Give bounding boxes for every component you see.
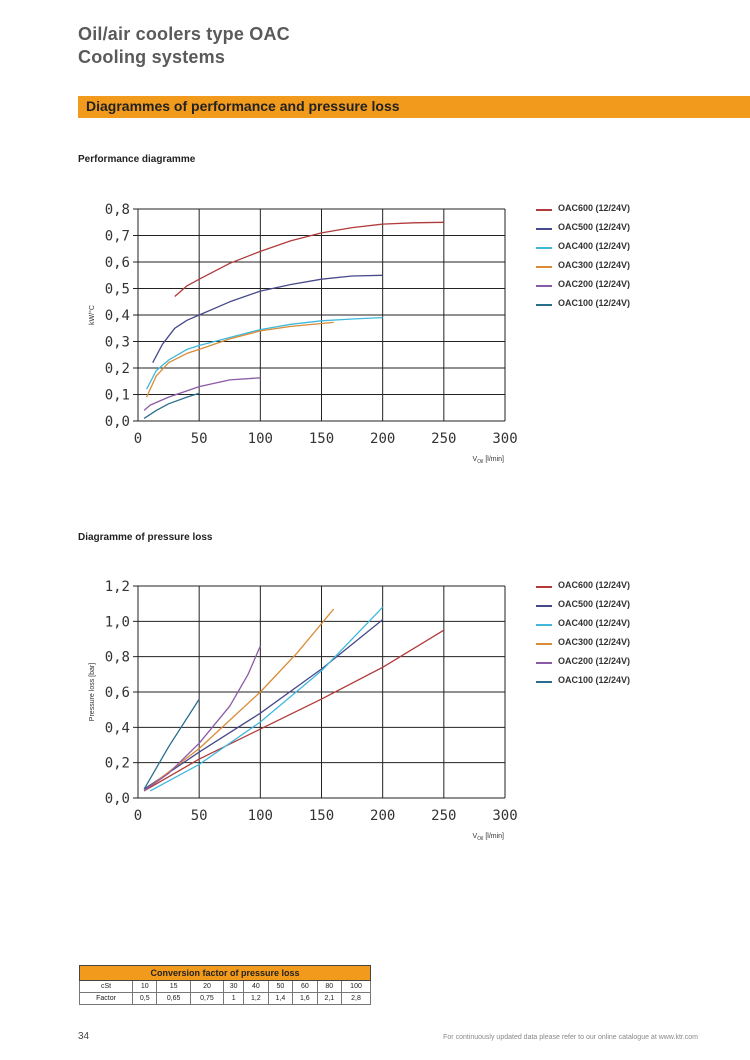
- legend-swatch: [536, 209, 552, 211]
- table-cell: 0,75: [190, 993, 223, 1005]
- legend-label: OAC300 (12/24V): [558, 637, 631, 647]
- table-cell: 100: [342, 981, 371, 993]
- y-tick-label: 0,0: [104, 414, 130, 430]
- y-tick-label: 0,6: [104, 685, 130, 701]
- legend-label: OAC200 (12/24V): [558, 279, 631, 289]
- legend-swatch: [536, 643, 552, 645]
- table-row-label: cSt: [80, 981, 133, 993]
- y-tick-label: 0,5: [104, 281, 130, 298]
- series-line-3: [144, 609, 334, 791]
- table-cell: 0,5: [133, 993, 157, 1005]
- table-cell: 2,8: [342, 993, 371, 1005]
- table-cell: 60: [293, 981, 317, 993]
- legend-swatch: [536, 681, 552, 683]
- y-tick-label: 0,2: [104, 361, 130, 377]
- y-axis-label: Pressure loss [bar]: [89, 662, 96, 722]
- x-tick-label: 100: [247, 431, 273, 447]
- page-number: 34: [78, 1031, 90, 1042]
- x-tick-label: 100: [247, 808, 273, 824]
- x-tick-label: 150: [308, 808, 335, 824]
- legend-swatch: [536, 285, 552, 287]
- x-tick-label: 0: [133, 808, 143, 824]
- legend-label: OAC200 (12/24V): [558, 656, 631, 666]
- x-tick-label: 300: [492, 431, 518, 447]
- legend-swatch: [536, 586, 552, 588]
- y-tick-label: 0,0: [104, 791, 130, 807]
- table-row: [80, 993, 371, 1005]
- x-tick-label: 200: [370, 808, 396, 824]
- x-tick-label: 250: [431, 808, 457, 824]
- y-axis-label: kW/°C: [89, 305, 96, 325]
- table-cell: 10: [133, 981, 157, 993]
- series-line-4: [144, 646, 260, 791]
- x-axis-label: [473, 833, 505, 842]
- legend-label: OAC100 (12/24V): [558, 298, 631, 308]
- x-tick-label: 0: [133, 431, 143, 447]
- legend-label: OAC300 (12/24V): [558, 260, 631, 270]
- table-row-label: Factor: [80, 993, 133, 1005]
- series-line-0: [144, 630, 444, 791]
- series-line-2: [147, 318, 383, 390]
- table-cell: 40: [244, 981, 268, 993]
- y-tick-label: 0,6: [104, 255, 130, 271]
- x-axis-label-main: V: [472, 833, 478, 840]
- table-cell: 1,4: [268, 993, 292, 1005]
- document-subtitle: Cooling systems: [78, 47, 226, 67]
- y-tick-label: 0,1: [104, 387, 130, 404]
- legend-label: OAC400 (12/24V): [558, 241, 631, 251]
- x-tick-label: 300: [492, 808, 518, 824]
- x-axis-label-main: V: [472, 456, 478, 463]
- performance-chart-caption: Performance diagramme: [78, 154, 196, 165]
- table-cell: 15: [157, 981, 190, 993]
- legend-swatch: [536, 662, 552, 664]
- legend-swatch: [536, 624, 552, 626]
- legend-swatch: [536, 247, 552, 249]
- table-row: [80, 981, 371, 993]
- series-line-5: [144, 393, 199, 418]
- y-tick-label: 0,8: [104, 202, 130, 218]
- table-cell: 1,2: [244, 993, 268, 1005]
- conversion-factor-table: [79, 965, 371, 1005]
- table-cell: 1: [224, 993, 244, 1005]
- table-cell: 30: [224, 981, 244, 993]
- y-tick-label: 1,2: [104, 579, 130, 595]
- table-cell: 2,1: [317, 993, 341, 1005]
- performance-chart: [0, 0, 750, 480]
- legend-label: OAC100 (12/24V): [558, 675, 631, 685]
- y-tick-label: 0,2: [104, 755, 130, 772]
- conversion-table-title: Conversion factor of pressure loss: [80, 966, 371, 981]
- series-line-0: [175, 222, 444, 296]
- table-cell: 50: [268, 981, 292, 993]
- x-tick-label: 50: [190, 808, 208, 824]
- legend-label: OAC600 (12/24V): [558, 203, 631, 213]
- legend-label: OAC600 (12/24V): [558, 580, 631, 590]
- pressure-chart-caption: Diagramme of pressure loss: [78, 532, 213, 543]
- legend-swatch: [536, 304, 552, 306]
- series-line-2: [150, 607, 383, 791]
- legend-swatch: [536, 266, 552, 268]
- y-tick-label: 0,7: [104, 228, 130, 245]
- x-tick-label: 250: [431, 431, 457, 447]
- legend-label: OAC500 (12/24V): [558, 222, 631, 232]
- legend-swatch: [536, 605, 552, 607]
- series-line-3: [147, 322, 334, 397]
- table-cell: 0,65: [157, 993, 190, 1005]
- legend-label: OAC400 (12/24V): [558, 618, 631, 628]
- legend-label: OAC500 (12/24V): [558, 599, 631, 609]
- section-title: Diagrammes of performance and pressure loss: [86, 98, 400, 114]
- x-tick-label: 50: [190, 431, 208, 447]
- x-tick-label: 200: [370, 431, 396, 447]
- table-cell: 20: [190, 981, 223, 993]
- footer-note: For continuously updated data please refer to our online catalogue at www.ktr.com: [443, 1034, 698, 1041]
- y-tick-label: 0,3: [104, 334, 130, 351]
- y-tick-label: 1,0: [104, 614, 130, 631]
- table-cell: 80: [317, 981, 341, 993]
- document-title: Oil/air coolers type OAC: [78, 24, 290, 44]
- y-tick-label: 0,4: [104, 720, 130, 737]
- x-axis-label-unit: [l/min]: [485, 456, 504, 463]
- x-axis-label-sub: Oil: [477, 836, 484, 842]
- x-axis-label: [473, 456, 505, 465]
- pressure-loss-chart: [0, 550, 750, 930]
- y-tick-label: 0,4: [104, 308, 130, 324]
- table-cell: 1,6: [293, 993, 317, 1005]
- x-axis-label-sub: Oil: [477, 459, 484, 465]
- x-axis-label-unit: [l/min]: [485, 833, 504, 840]
- y-tick-label: 0,8: [104, 649, 130, 666]
- x-tick-label: 150: [308, 431, 335, 447]
- legend-swatch: [536, 228, 552, 230]
